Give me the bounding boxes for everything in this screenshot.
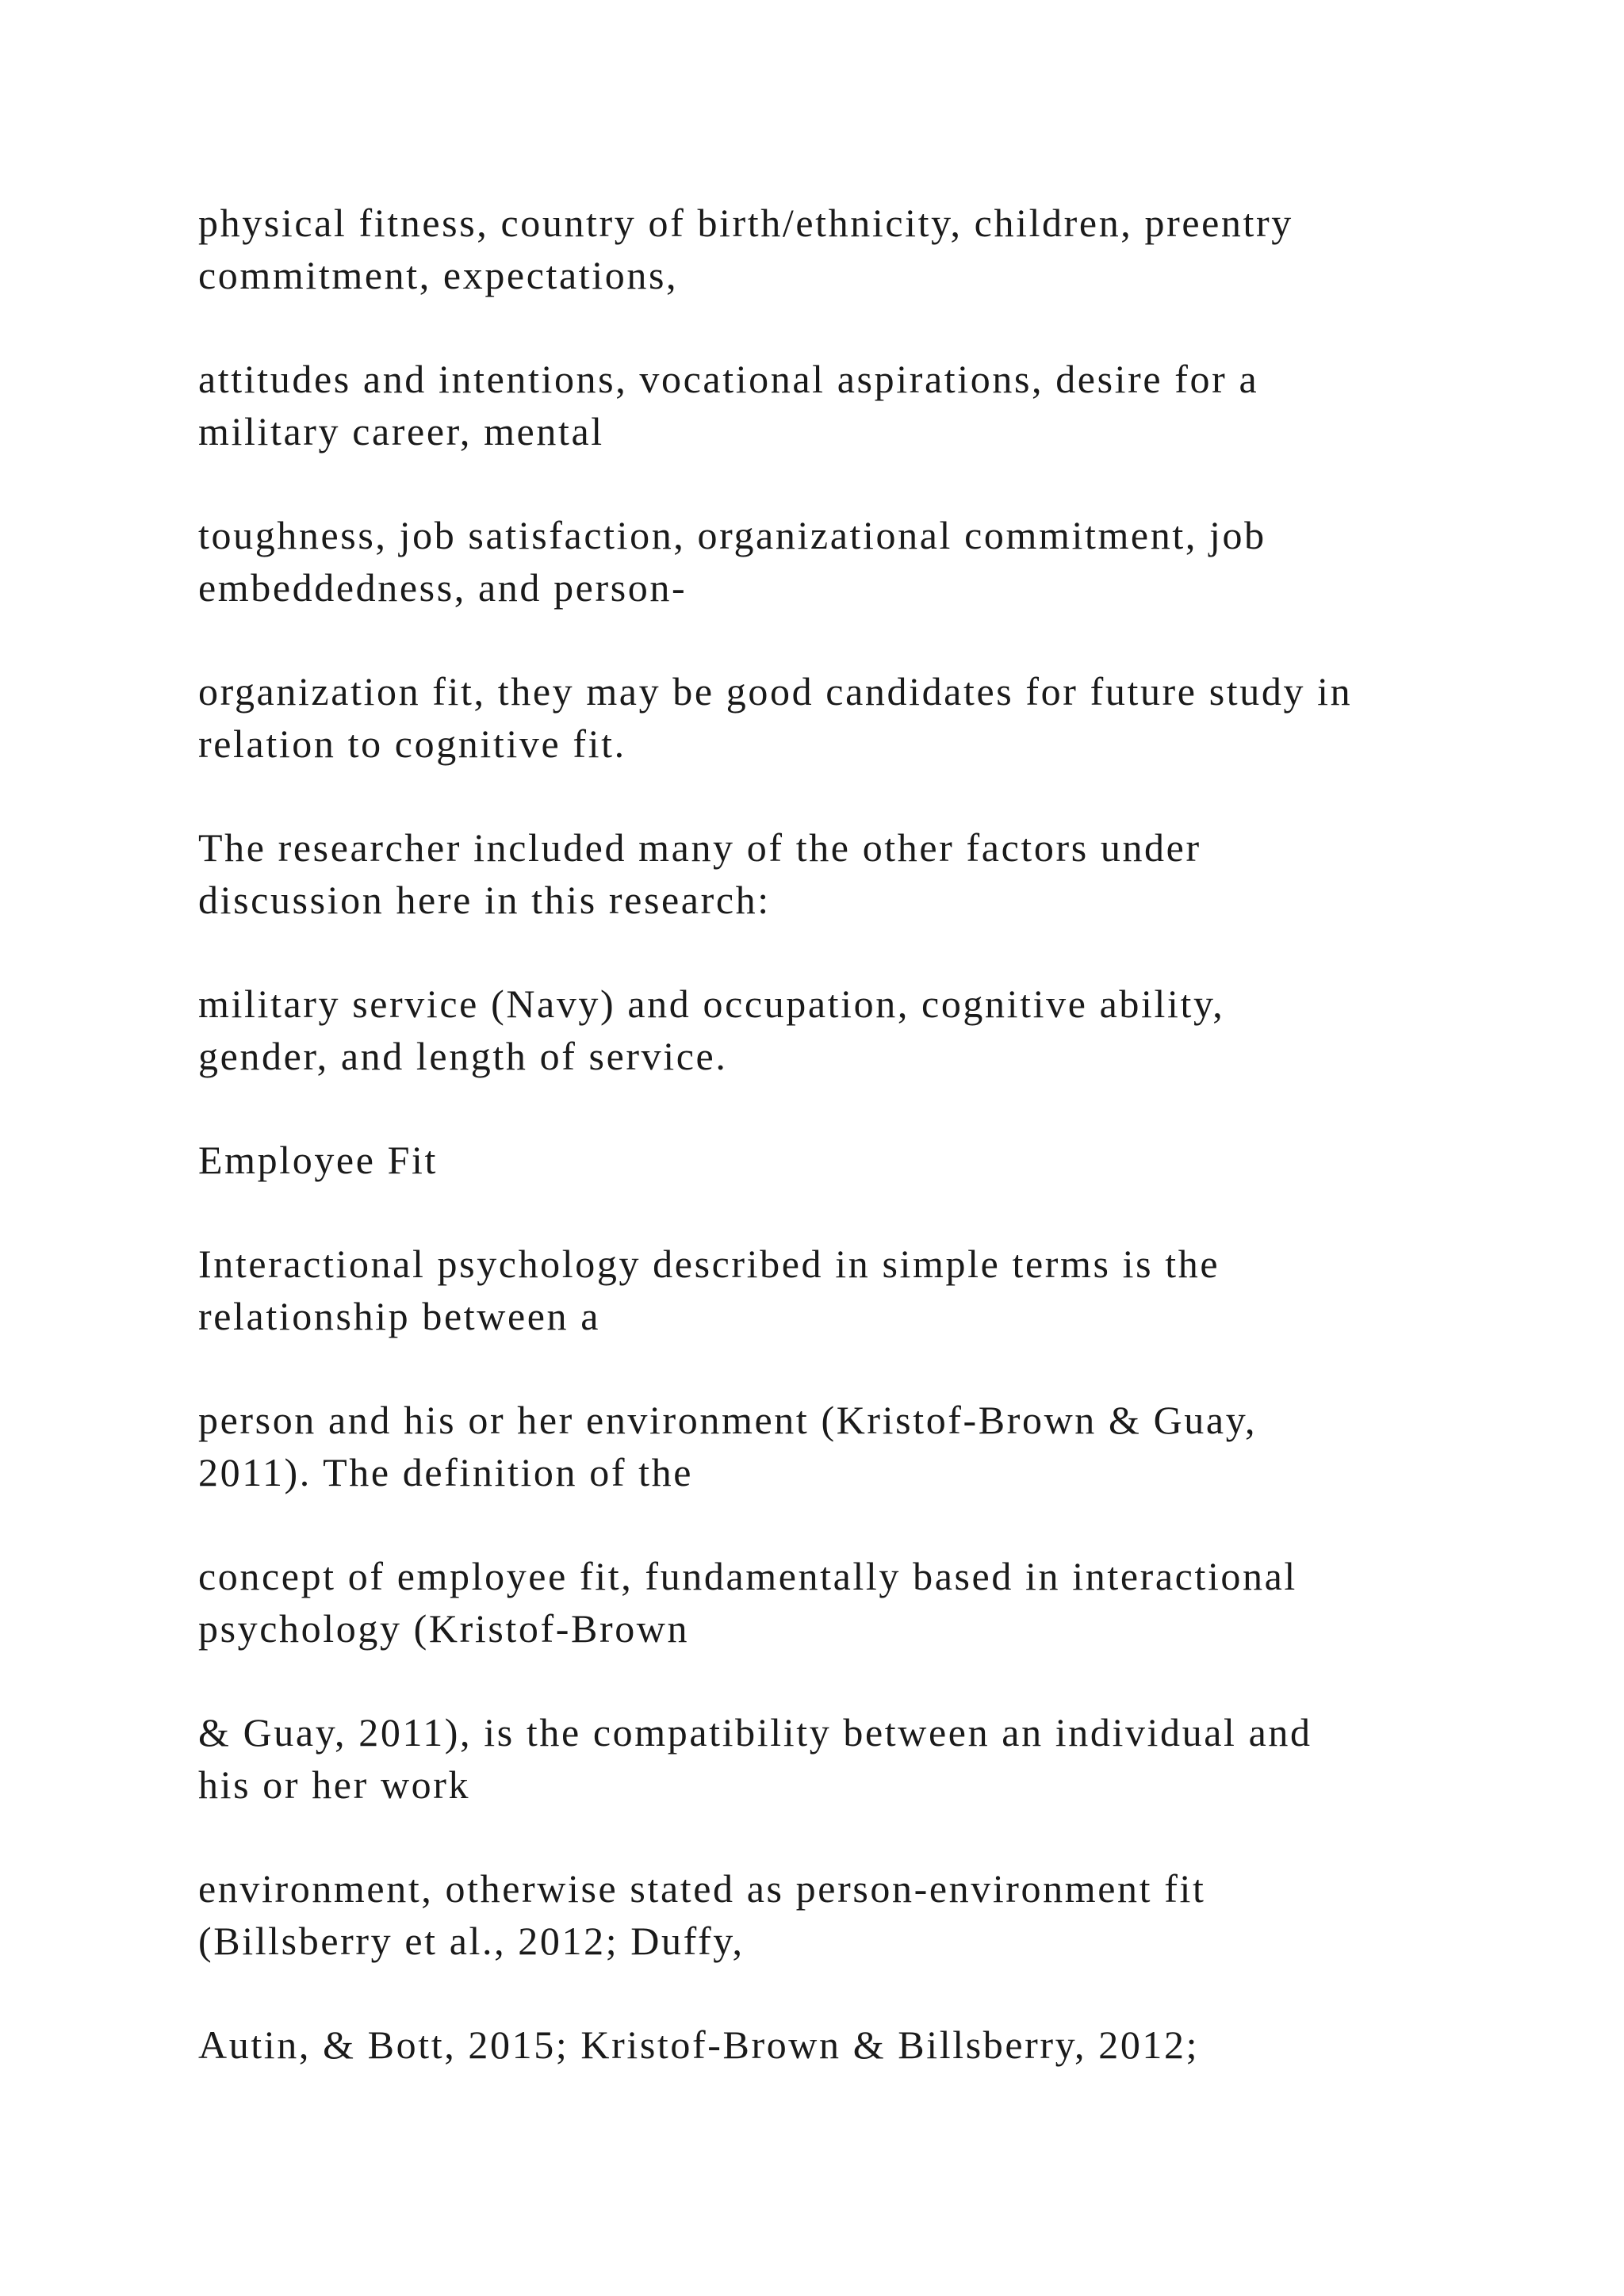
- text-line: relationship between a: [198, 1294, 601, 1338]
- paragraph: [198, 1238, 1467, 1342]
- text-line: attitudes and intentions, vocational aspirations, desire for a: [198, 357, 1259, 401]
- text-line: his or her work: [198, 1762, 471, 1807]
- text-line: physical fitness, country of birth/ethnicity, children, preentry: [198, 201, 1293, 245]
- text-line: psychology (Kristof-Brown: [198, 1606, 690, 1651]
- text-line: Interactional psychology described in simple terms is the: [198, 1242, 1220, 1286]
- text-line: toughness, job satisfaction, organizational commitment, job: [198, 513, 1266, 557]
- text-line: concept of employee fit, fundamentally based in interactional: [198, 1554, 1297, 1598]
- paragraph: [198, 1394, 1467, 1498]
- text-line: Autin, & Bott, 2015; Kristof-Brown & Billsberry, 2012;: [198, 2022, 1200, 2067]
- paragraph: [198, 821, 1467, 926]
- text-line: military service (Navy) and occupation, cognitive ability,: [198, 982, 1225, 1026]
- text-line: gender, and length of service.: [198, 1034, 728, 1078]
- paragraph: [198, 1706, 1467, 1811]
- text-line: (Billsberry et al., 2012; Duffy,: [198, 1919, 745, 1963]
- paragraph: [198, 2019, 1467, 2071]
- paragraph: [198, 978, 1467, 1082]
- text-line: The researcher included many of the other factors under: [198, 825, 1201, 870]
- text-line: relation to cognitive fit.: [198, 721, 626, 766]
- paragraph: [198, 197, 1467, 301]
- text-line: embeddedness, and person-: [198, 565, 688, 610]
- document-body: [198, 197, 1467, 2122]
- paragraph: [198, 665, 1467, 770]
- paragraph: [198, 509, 1467, 614]
- text-line: environment, otherwise stated as person-environment fit: [198, 1866, 1206, 1911]
- text-line: organization fit, they may be good candidates for future study in: [198, 669, 1353, 714]
- paragraph: [198, 353, 1467, 457]
- text-line: commitment, expectations,: [198, 253, 679, 297]
- text-line: discussion here in this research:: [198, 878, 771, 922]
- text-line: military career, mental: [198, 409, 604, 453]
- paragraph: [198, 1862, 1467, 1967]
- text-line: & Guay, 2011), is the compatibility between an individual and: [198, 1710, 1312, 1755]
- text-line: Employee Fit: [198, 1138, 439, 1182]
- section-heading: [198, 1134, 1467, 1186]
- text-line: person and his or her environment (Kristof-Brown & Guay,: [198, 1398, 1258, 1442]
- text-line: 2011). The definition of the: [198, 1450, 694, 1494]
- paragraph: [198, 1550, 1467, 1655]
